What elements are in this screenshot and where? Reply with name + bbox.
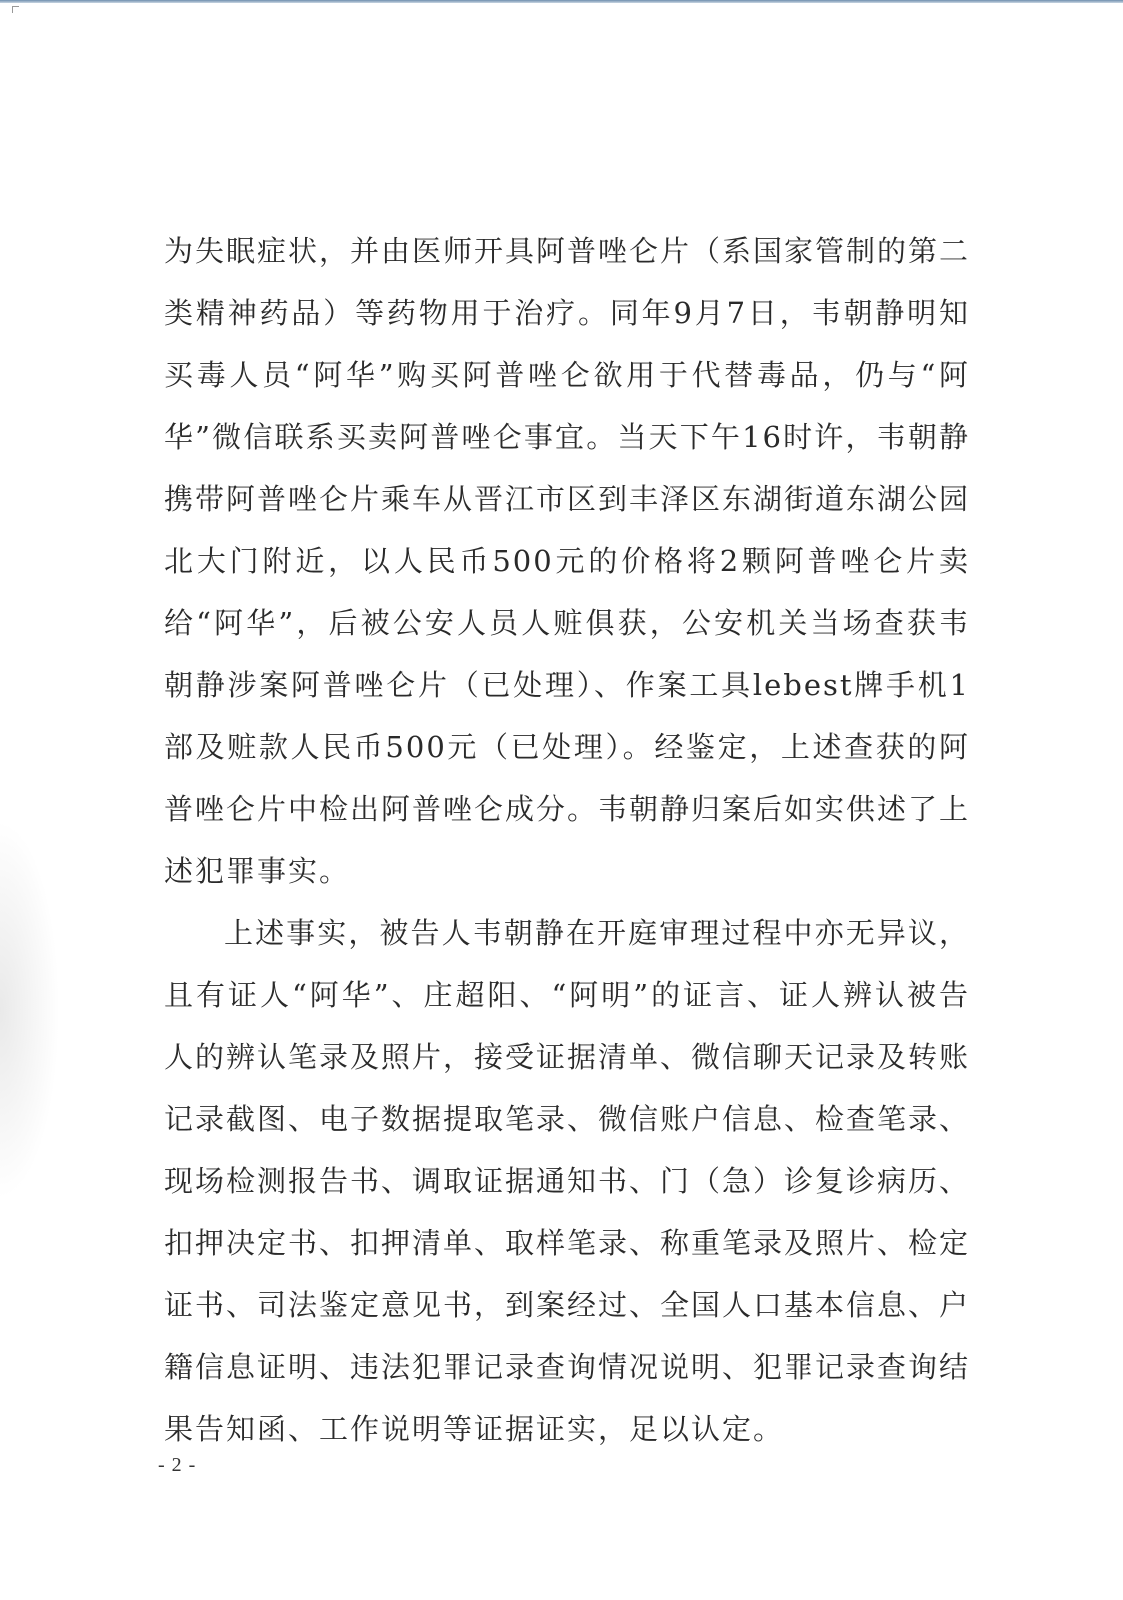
paragraph-continued-facts: 为失眠症状，并由医师开具阿普唑仑片（系国家管制的第二类精神药品）等药物用于治疗。同年9月7日，韦朝静明知买毒人员“阿华”购买阿普唑仑欲用于代替毒品，仍与“阿华”微信联系买卖阿普唑仑事宜。当天下午16时许，韦朝静携带阿普唑仑片乘车从晋江市区到丰泽区东湖街道东湖公园北大门附近，以人民币500元的价格将2颗阿普唑仑片卖给“阿华”，后被公安人员人赃俱获，公安机关当场查获韦朝静涉案阿普唑仑片（已处理）、作案工具lebest牌手机1部及赃款人民币500元（已处理）。经鉴定，上述查获的阿普唑仑片中检出阿普唑仑成分。韦朝静归案后如实供述了上述犯罪事实。 xyxy=(164,234,971,888)
page-number: - 2 - xyxy=(158,1454,197,1476)
scan-shadow xyxy=(0,820,60,1200)
scan-corner-mark xyxy=(12,6,19,13)
document-body xyxy=(164,220,970,1460)
scan-top-edge xyxy=(0,0,1123,3)
paragraph-evidence: 上述事实，被告人韦朝静在开庭审理过程中亦无异议，且有证人“阿华”、庄超阳、“阿明”的证言、证人辨认被告人的辨认笔录及照片，接受证据清单、微信聊天记录及转账记录截图、电子数据提取笔录、微信账户信息、检查笔录、现场检测报告书、调取证据通知书、门（急）诊复诊病历、扣押决定书、扣押清单、取样笔录、称重笔录及照片、检定证书、司法鉴定意见书，到案经过、全国人口基本信息、户籍信息证明、违法犯罪记录查询情况说明、犯罪记录查询结果告知函、工作说明等证据证实，足以认定。 xyxy=(164,916,971,1446)
